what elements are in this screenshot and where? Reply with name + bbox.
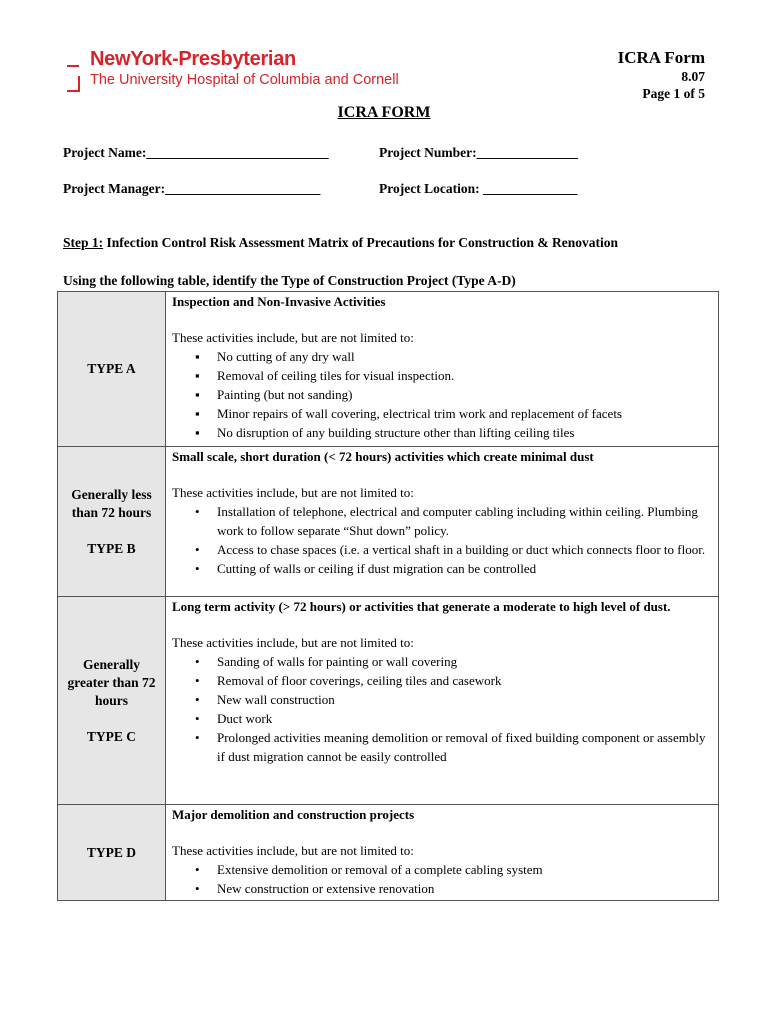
table-row	[58, 597, 719, 805]
form-version: 8.07	[681, 69, 705, 84]
row-lead: These activities include, but are not limited to:	[172, 635, 414, 650]
form-header	[618, 48, 705, 102]
row-heading: Small scale, short duration (< 72 hours) activities which create minimal dust	[172, 449, 594, 464]
page-number: Page 1 of 5	[642, 86, 705, 101]
bullet-icon: •	[195, 673, 200, 688]
page-title: ICRA FORM	[337, 104, 431, 121]
list-item-text: Cutting of walls or ceiling if dust migration can be controlled	[217, 561, 537, 576]
type-label: TYPE B	[87, 540, 136, 556]
list-item-text: Sanding of walls for painting or wall covering	[217, 654, 458, 669]
list-item	[172, 728, 712, 766]
bullet-icon: •	[195, 730, 200, 745]
spacer	[58, 710, 165, 728]
bullet-icon: ▪	[195, 349, 200, 364]
project-number-field[interactable]: Project Number:_______________	[379, 145, 578, 160]
bullet-icon: •	[195, 862, 200, 877]
table-row	[58, 447, 719, 597]
logo-subtitle: The University Hospital of Columbia and Cornell	[90, 72, 399, 88]
table-row	[58, 292, 719, 447]
hospital-logo	[66, 48, 399, 96]
list-item	[172, 671, 712, 690]
bullet-icon: •	[195, 654, 200, 669]
construction-type-table	[57, 291, 719, 901]
list-item-text: Access to chase spaces (i.e. a vertical shaft in a building or duct which connects floor to floor.	[217, 542, 706, 557]
project-manager-field[interactable]: Project Manager:_______________________	[63, 181, 321, 196]
table-intro: Using the following table, identify the Type of Construction Project (Type A-D)	[63, 273, 516, 288]
description-cell	[166, 447, 719, 597]
type-label: TYPE A	[87, 361, 136, 376]
step-text: Infection Control Risk Assessment Matrix of Precautions for Construction & Renovation	[103, 235, 618, 250]
activity-list	[172, 502, 712, 578]
list-item-text: New wall construction	[217, 692, 335, 707]
type-cell	[58, 805, 166, 901]
row-lead: These activities include, but are not limited to:	[172, 843, 414, 858]
row-heading: Long term activity (> 72 hours) or activities that generate a moderate to high level of dust.	[172, 599, 671, 614]
logo-bracket-icon	[66, 54, 80, 92]
list-item	[172, 860, 712, 879]
list-item-text: Extensive demolition or removal of a complete cabling system	[217, 862, 543, 877]
type-label: TYPE C	[86, 728, 137, 744]
description-cell	[166, 597, 719, 805]
list-item-text: Removal of ceiling tiles for visual inspection.	[217, 368, 455, 383]
bullet-icon: •	[195, 711, 200, 726]
bullet-icon: •	[195, 692, 200, 707]
list-item-text: New construction or extensive renovation	[217, 881, 435, 896]
bullet-icon: ▪	[195, 406, 200, 421]
list-item	[172, 423, 712, 442]
row-heading: Inspection and Non-Invasive Activities	[172, 294, 386, 309]
duration-label: Generally less than 72 hours	[71, 486, 152, 520]
list-item	[172, 559, 712, 578]
list-item	[172, 879, 712, 898]
list-item-text: No cutting of any dry wall	[217, 349, 355, 364]
description-cell	[166, 805, 719, 901]
row-lead: These activities include, but are not limited to:	[172, 485, 414, 500]
bullet-icon: •	[195, 542, 200, 557]
list-item	[172, 385, 712, 404]
duration-label: Generally greater than 72 hours	[67, 656, 156, 708]
activity-list	[172, 652, 712, 766]
activity-list	[172, 860, 712, 898]
table-row	[58, 805, 719, 901]
activity-list	[172, 347, 712, 442]
description-cell	[166, 292, 719, 447]
list-item	[172, 404, 712, 423]
project-location-field[interactable]: Project Location: ______________	[379, 181, 578, 196]
bullet-icon: •	[195, 561, 200, 576]
list-item	[172, 690, 712, 709]
list-item-text: No disruption of any building structure other than lifting ceiling tiles	[217, 425, 575, 440]
row-lead: These activities include, but are not limited to:	[172, 330, 414, 345]
step-heading	[63, 235, 618, 251]
step-label: Step 1:	[63, 235, 104, 250]
bullet-icon: •	[195, 881, 200, 896]
row-heading: Major demolition and construction projects	[172, 807, 415, 822]
list-item-text: Painting (but not sanding)	[217, 387, 353, 402]
type-cell	[58, 597, 166, 805]
project-name-field[interactable]: Project Name:___________________________	[63, 145, 329, 160]
type-cell	[58, 447, 166, 597]
list-item	[172, 502, 712, 540]
form-label: ICRA Form	[617, 48, 705, 67]
list-item	[172, 652, 712, 671]
list-item-text: Installation of telephone, electrical and computer cabling including within ceiling. Plumbing work to follow separate “Shut down” policy.	[217, 504, 698, 538]
bullet-icon: •	[195, 504, 200, 519]
logo-name: NewYork-Presbyterian	[90, 48, 296, 70]
bullet-icon: ▪	[195, 368, 200, 383]
list-item-text: Minor repairs of wall covering, electrical trim work and replacement of facets	[217, 406, 622, 421]
list-item-text: Prolonged activities meaning demolition or removal of fixed building component or assembly if dust migration cannot be easily controlled	[217, 730, 706, 764]
list-item	[172, 366, 712, 385]
type-label: TYPE D	[86, 844, 137, 860]
list-item	[172, 347, 712, 366]
list-item	[172, 709, 712, 728]
list-item	[172, 540, 712, 559]
list-item-text: Removal of floor coverings, ceiling tiles and casework	[217, 673, 502, 688]
list-item-text: Duct work	[217, 711, 273, 726]
spacer	[58, 522, 165, 540]
bullet-icon: ▪	[195, 387, 200, 402]
bullet-icon: ▪	[195, 425, 200, 440]
type-cell	[58, 292, 166, 447]
